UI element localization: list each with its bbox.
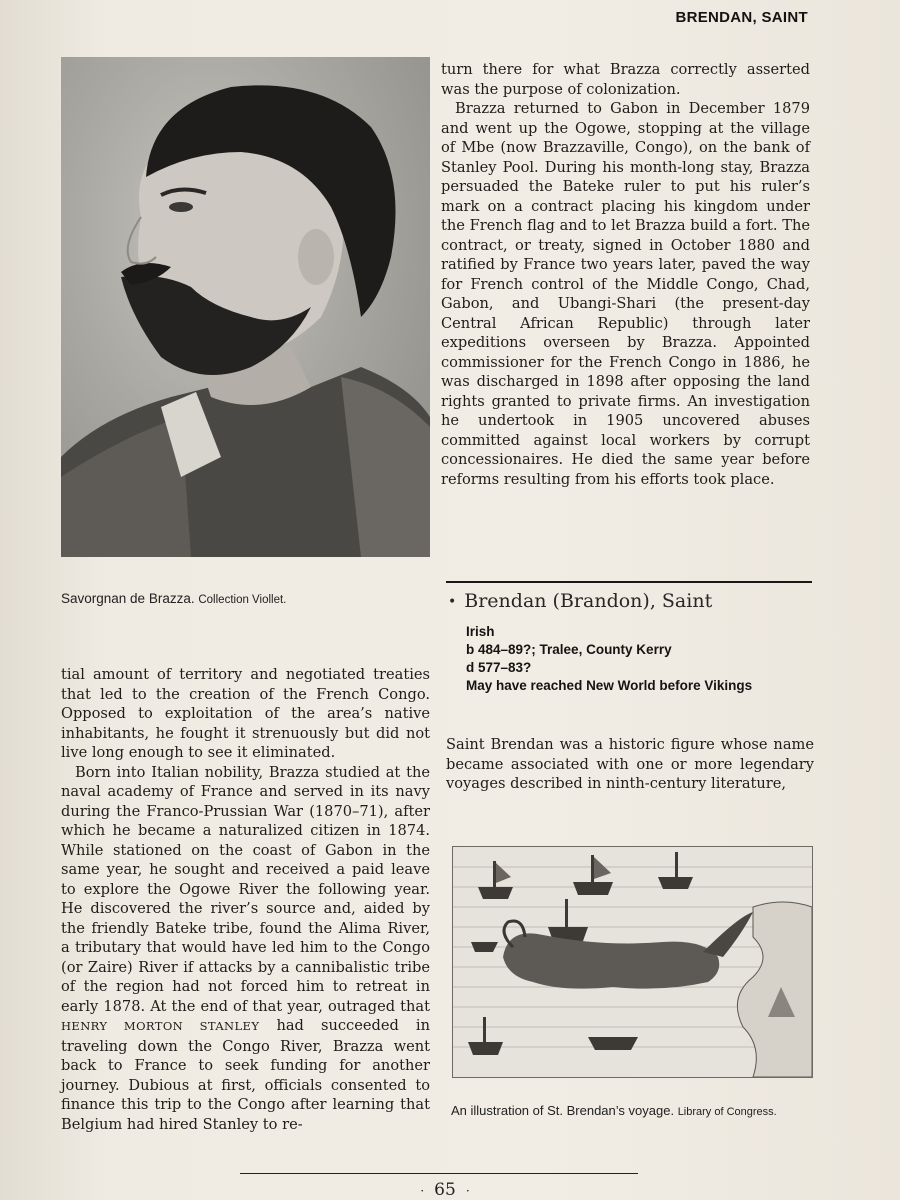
portrait-caption — [61, 591, 286, 606]
paragraph: turn there for what Brazza correctly asserted was the purpose of colonization. — [441, 61, 810, 98]
cross-reference-link[interactable]: HENRY MORTON STANLEY — [61, 1019, 260, 1033]
engraving-illustration — [453, 847, 812, 1077]
engraving-caption — [451, 1101, 821, 1122]
engraving-caption-text: An illustration of St. Brendan’s voyage. — [451, 1103, 675, 1118]
paragraph: Brazza returned to Gabon in December 1879 and went up the Ogowe, stopping at the village of Mbe (now Brazzaville, Congo), on the bank of Stanley Pool. During his month-long stay, Brazza persuaded the Bateke ruler to put his ruler’s mark on a contract placing his kingdom under the French flag and to let Brazza build a fort. The contract, or treaty, signed in October 1880 and ratified by France two years later, paved the way for French control of the Middle Congo, Chad, Gabon, and Ubangi-Shari (the present-day Central African Republic) through later expeditions overseen by Brazza. Appointed commissioner for the French Congo in 1886, he was discharged in 1898 after opposing the land rights granted to private firms. An investigation he undertook in 1905 uncovered abuses committed against local workers by corrupt concessionaires. He died the same year before reforms resulting from his efforts took place. — [441, 100, 810, 488]
entry-title: Brendan (Brandon), Saint — [464, 590, 713, 612]
portrait-caption-text: Savorgnan de Brazza. — [61, 591, 195, 606]
fact-nationality: Irish — [466, 624, 495, 639]
footer-rule — [240, 1173, 638, 1174]
fact-born: b 484–89?; Tralee, County Kerry — [466, 642, 672, 657]
running-head: BRENDAN, SAINT — [675, 9, 808, 26]
paragraph: tial amount of territory and negotiated treaties that led to the creation of the French Congo. Opposed to exploitation of the area’s native inhabitants, he fought it strenuously but did not live long enough to see it eliminated. — [61, 666, 430, 761]
entry-heading — [448, 590, 712, 612]
portrait-illustration — [61, 57, 430, 557]
entry-divider — [446, 581, 812, 583]
entry-facts — [466, 623, 752, 695]
voyage-engraving — [452, 846, 813, 1078]
page-number-value: 65 — [434, 1180, 456, 1200]
portrait-caption-credit: Collection Viollet. — [198, 594, 287, 606]
paragraph-text: had succeeded in traveling down the Congo River, Brazza went back to France to seek funding for another journey. Dubious at first, officials consented to finance this trip to the Congo after learning that Belgium had hired Stanley to re- — [61, 1017, 430, 1133]
bullet-icon: • — [448, 594, 457, 610]
engraving-caption-credit: Library of Congress. — [677, 1106, 777, 1118]
right-column-top — [441, 60, 810, 489]
fact-died: d 577–83? — [466, 660, 532, 675]
paragraph: Saint Brendan was a historic figure whose name became associated with one or more legendary voyages described in ninth-century literature, — [446, 736, 814, 792]
fact-significance: May have reached New World before Vikings — [466, 678, 753, 693]
page-dot-right: · — [465, 1184, 470, 1198]
portrait-photo — [61, 57, 430, 557]
page-dot-left: · — [420, 1184, 425, 1198]
paragraph-text: Born into Italian nobility, Brazza studied at the naval academy of France and served in its navy during the Franco-Prussian War (1870–71), after which he became a naturalized citizen in 1874. While stationed on the coast of Gabon in the same year, he sought and received a paid leave to explore the Ogowe River the following year. He discovered the river’s source and, aided by the friendly Bateke tribe, found the Alima River, a tributary that would have led him to the Congo (or Zaire) River if attacks by a cannibalistic tribe of the region had not forced him to retreat in early 1878. At the end of that year, outraged that — [61, 763, 430, 1015]
paragraph — [61, 763, 430, 1135]
entry-body — [446, 735, 814, 794]
page-number — [400, 1180, 490, 1200]
left-column-bottom — [61, 665, 430, 1134]
